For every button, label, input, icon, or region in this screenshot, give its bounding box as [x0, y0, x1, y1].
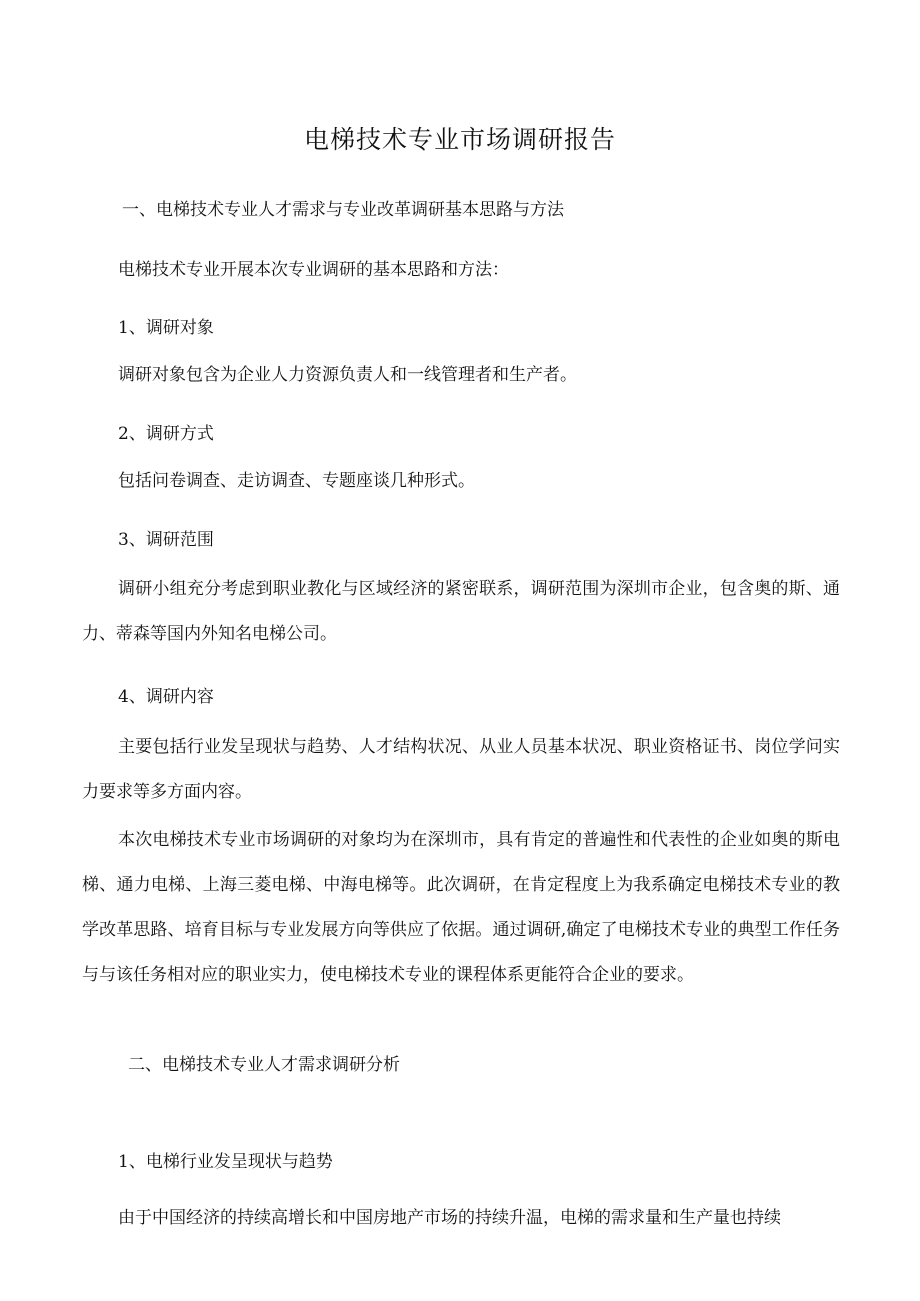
item-2-heading: 2、调研方式 [118, 424, 214, 444]
subsection-1-text: 由于中国经济的持续高增长和中国房地产市场的持续升温，电梯的需求量和生产量也持续 [118, 1208, 781, 1228]
item-3-heading: 3、调研范围 [118, 530, 214, 550]
subsection-1-heading: 1、电梯行业发呈现状与趋势 [118, 1152, 333, 1172]
item-1-heading: 1、调研对象 [118, 318, 214, 338]
section-1-heading: 一、电梯技术专业人才需求与专业改革调研基本思路与方法 [122, 200, 564, 220]
section-1-summary: 本次电梯技术专业市场调研的对象均为在深圳市，具有肯定的普遍性和代表性的企业如奥的斯电梯、通力电梯、上海三菱电梯、中海电梯等。此次调研，在肯定程度上为我系确定电梯技术专业的教学改革思路、培育目标与专业发展方向等供应了依据。通过调研,确定了电梯技术专业的典型工作任务与与该任务相对应的职业实力，使电梯技术专业的课程体系更能符合企业的要求。 [82, 830, 840, 985]
section-2-heading: 二、电梯技术专业人才需求调研分析 [128, 1055, 400, 1075]
item-2-text: 包括问卷调查、走访调查、专题座谈几种形式。 [118, 471, 475, 491]
item-4-text: 主要包括行业发呈现状与趋势、人才结构状况、从业人员基本状况、职业资格证书、岗位学问实力要求等多方面内容。 [82, 737, 840, 802]
item-3-text: 调研小组充分考虑到职业教化与区域经济的紧密联系，调研范围为深圳市企业，包含奥的斯、通力、蒂森等国内外知名电梯公司。 [82, 579, 840, 644]
item-4-heading: 4、调研内容 [118, 687, 214, 707]
section-1-intro: 电梯技术专业开展本次专业调研的基本思路和方法： [118, 260, 509, 280]
document-title: 电梯技术专业市场调研报告 [303, 125, 616, 154]
item-1-text: 调研对象包含为企业人力资源负责人和一线管理者和生产者。 [118, 365, 577, 385]
